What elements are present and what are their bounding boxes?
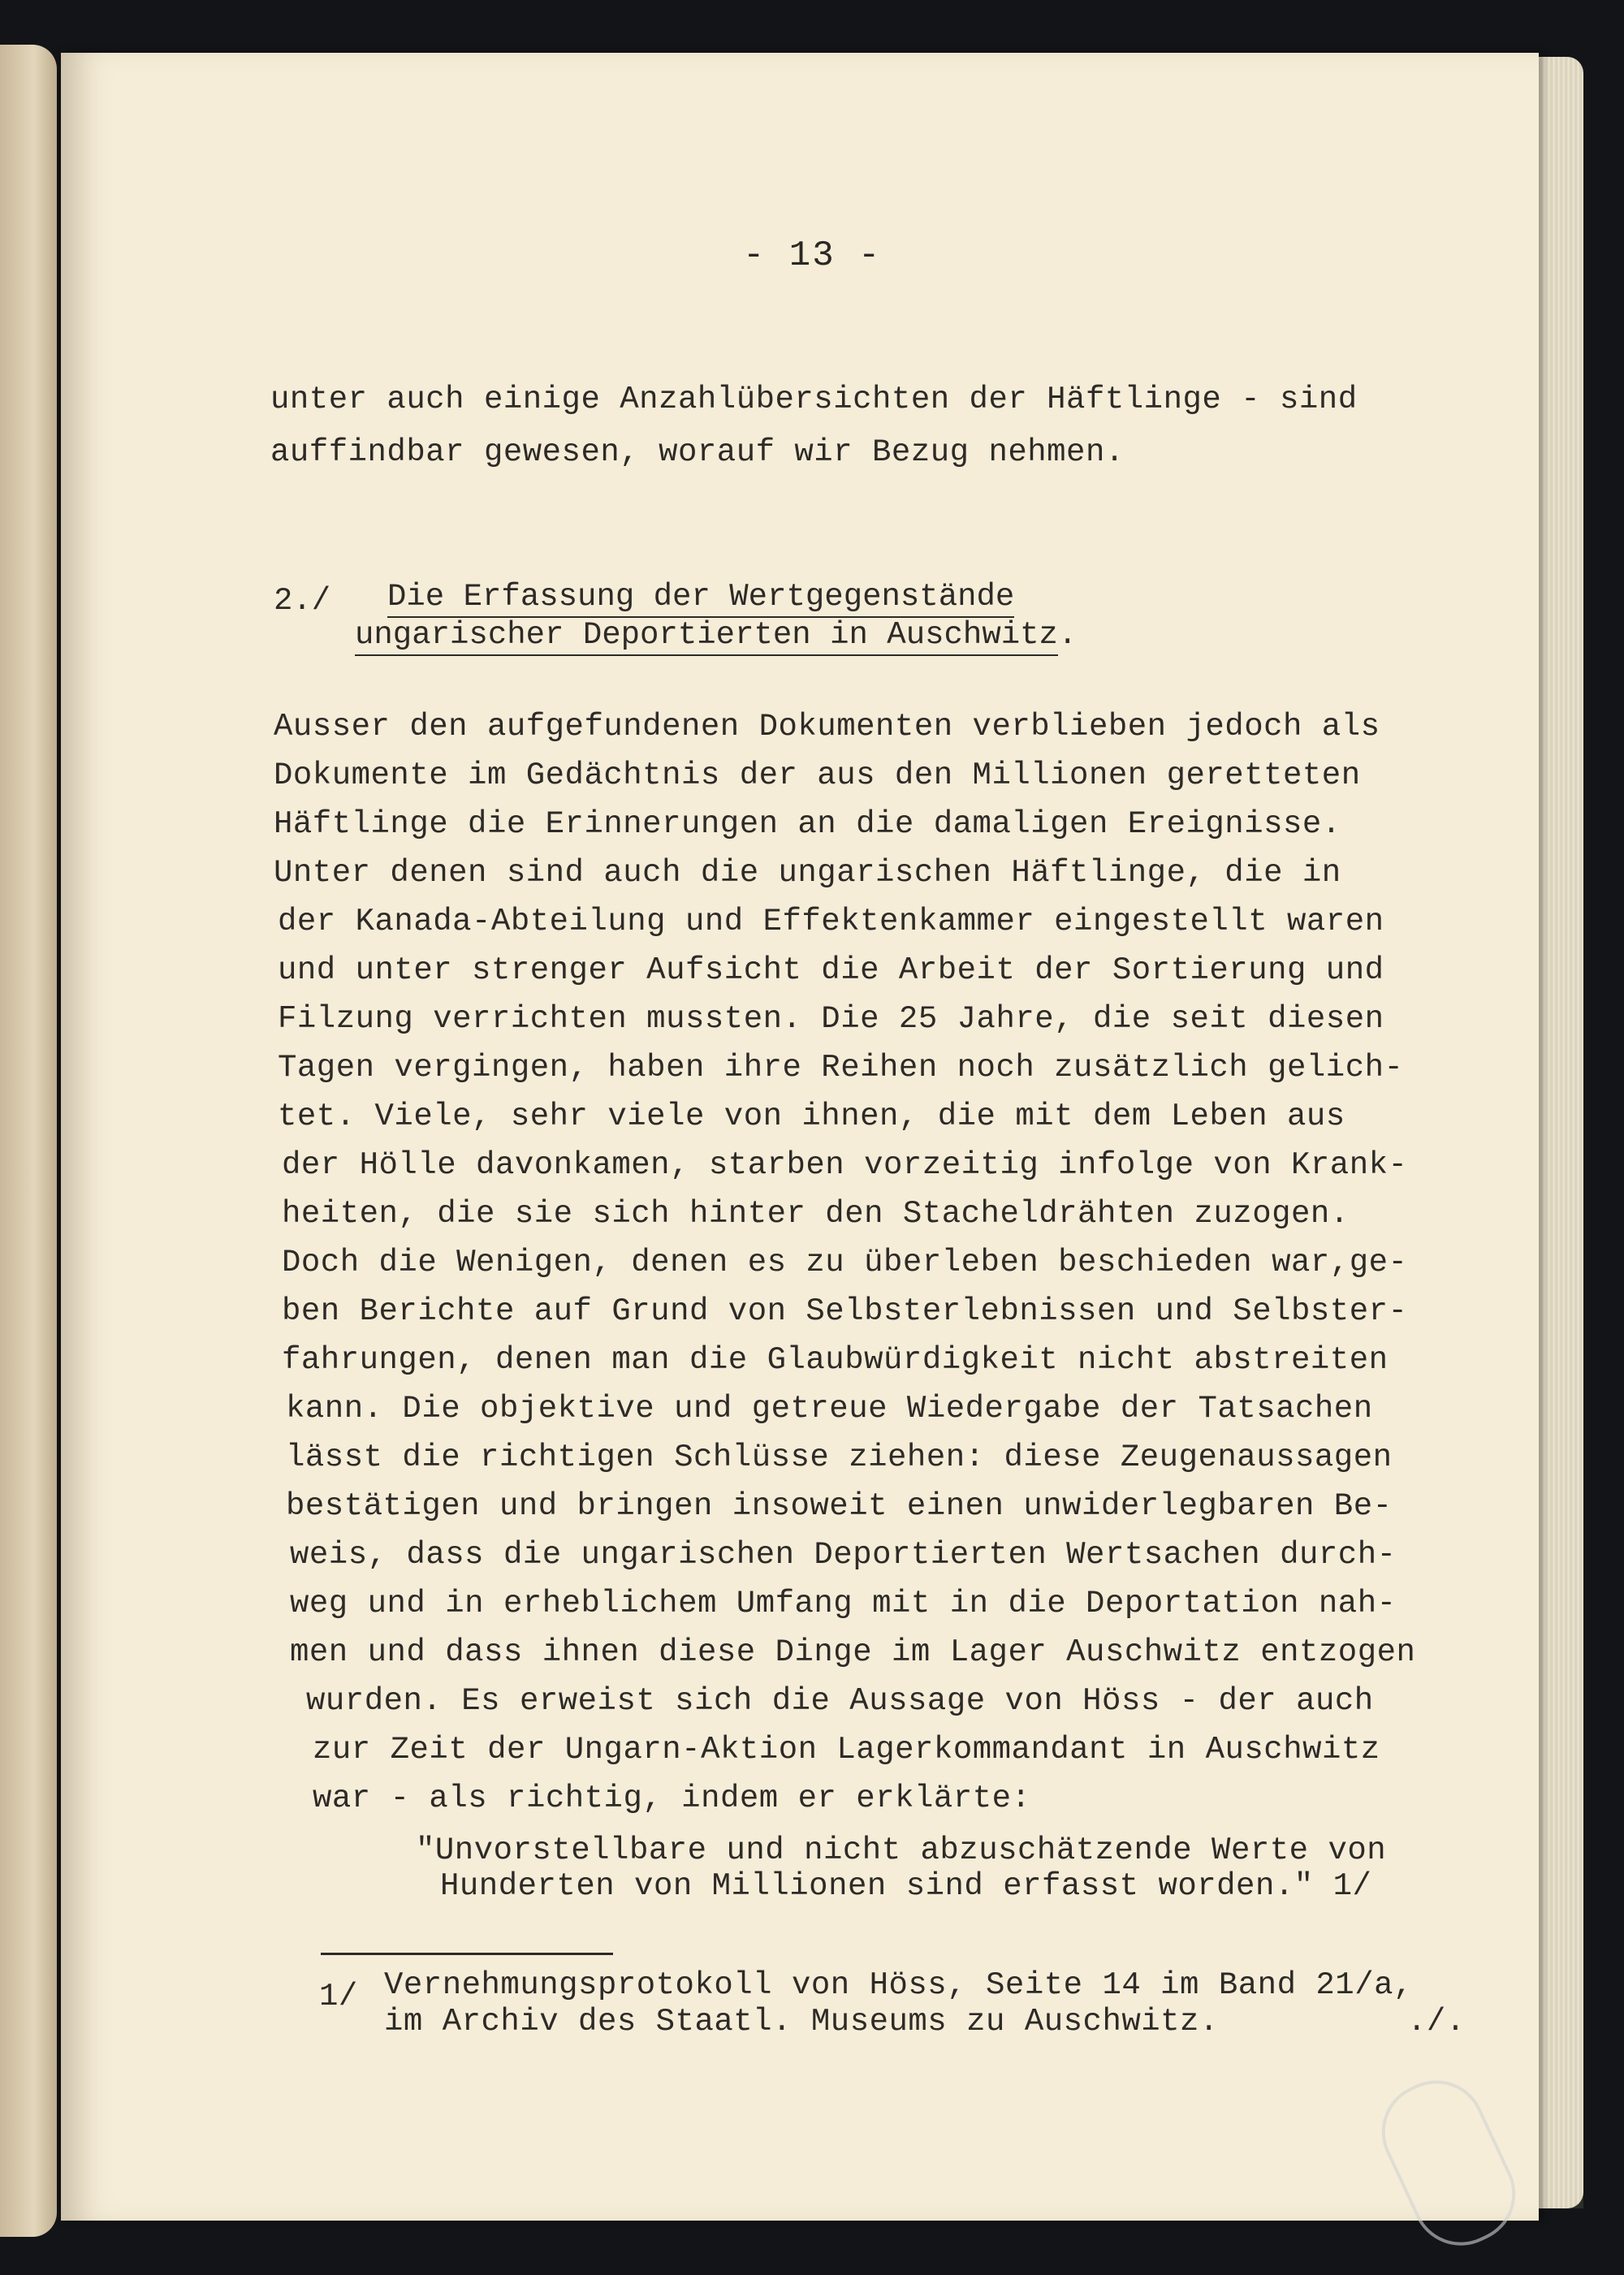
paragraph-line: men und dass ihnen diese Dinge im Lager Auschwitz entzogen [290, 1634, 1416, 1670]
paragraph-line: kann. Die objektive und getreue Wiedergabe der Tatsachen [286, 1391, 1373, 1427]
paragraph-line: weg und in erheblichem Umfang mit in die Deportation nah- [290, 1586, 1397, 1621]
quote-line: "Unvorstellbare und nicht abzuschätzende Werte von [416, 1833, 1387, 1868]
paragraph-line: ben Berichte auf Grund von Selbsterlebnissen und Selbster- [282, 1293, 1408, 1329]
paragraph-line: der Kanada-Abteilung und Effektenkammer eingestellt waren [278, 904, 1384, 939]
paragraph-line: Tagen vergingen, haben ihre Reihen noch zusätzlich gelich- [278, 1050, 1404, 1086]
paragraph-line: heiten, die sie sich hinter den Stacheldrähten zuzogen. [282, 1196, 1350, 1232]
paragraph-line: fahrungen, denen man die Glaubwürdigkeit nicht abstreiten [282, 1342, 1389, 1378]
paragraph-line: Ausser den aufgefundenen Dokumenten verblieben jedoch als [274, 709, 1380, 745]
paragraph-line: Unter denen sind auch die ungarischen Häftlinge, die in [274, 855, 1341, 891]
section-title-line2 [355, 617, 1077, 653]
section-title-line1-text: Die Erfassung der Wertgegenstände [387, 579, 1014, 618]
footnote-marker: 1/ [319, 1979, 358, 2014]
paragraph-line: weis, dass die ungarischen Deportierten Wertsachen durch- [290, 1537, 1397, 1573]
facing-page-edge [0, 45, 57, 2237]
paragraph-line: Dokumente im Gedächtnis der aus den Millionen geretteten [274, 758, 1361, 793]
section-title-line2-text: ungarischer Deportierten in Auschwitz [355, 617, 1058, 656]
paragraph-line: wurden. Es erweist sich die Aussage von Höss - der auch [306, 1683, 1374, 1719]
paragraph-line: bestätigen und bringen insoweit einen unwiderlegbaren Be- [286, 1488, 1393, 1524]
paragraph-line: lässt die richtigen Schlüsse ziehen: diese Zeugenaussagen [286, 1440, 1393, 1475]
document-page [61, 53, 1539, 2221]
paragraph-line: zur Zeit der Ungarn-Aktion Lagerkommandant in Auschwitz [313, 1732, 1380, 1768]
section-title-period: . [1057, 617, 1078, 653]
paragraph-line: und unter strenger Aufsicht die Arbeit der Sortierung und [278, 952, 1384, 988]
paragraph-line: Filzung verrichten mussten. Die 25 Jahre, die seit diesen [278, 1001, 1384, 1037]
footnote-line: im Archiv des Staatl. Museums zu Auschwitz. [384, 2004, 1219, 2040]
body-line: unter auch einige Anzahlübersichten der Häftlinge - sind [270, 382, 1358, 417]
paragraph-line: war - als richtig, indem er erklärte: [313, 1781, 1031, 1816]
body-line: auffindbar gewesen, worauf wir Bezug nehmen. [270, 434, 1125, 470]
footnote-rule [321, 1953, 613, 1955]
paragraph-line: Häftlinge die Erinnerungen an die damaligen Ereignisse. [274, 806, 1341, 842]
paragraph-line: tet. Viele, sehr viele von ihnen, die mit dem Leben aus [278, 1099, 1345, 1134]
footnote-line: Vernehmungsprotokoll von Höss, Seite 14 im Band 21/a, [384, 1967, 1413, 2003]
section-title-line1 [387, 579, 1014, 615]
page-number: - 13 - [743, 235, 882, 276]
paragraph-line: Doch die Wenigen, denen es zu überleben beschieden war,ge- [282, 1245, 1408, 1280]
continuation-mark: ./. [1407, 2004, 1466, 2040]
quote-line: Hunderten von Millionen sind erfasst worden." 1/ [440, 1868, 1372, 1904]
paragraph-line: der Hölle davonkamen, starben vorzeitig infolge von Krank- [282, 1147, 1408, 1183]
section-number: 2./ [274, 583, 331, 619]
